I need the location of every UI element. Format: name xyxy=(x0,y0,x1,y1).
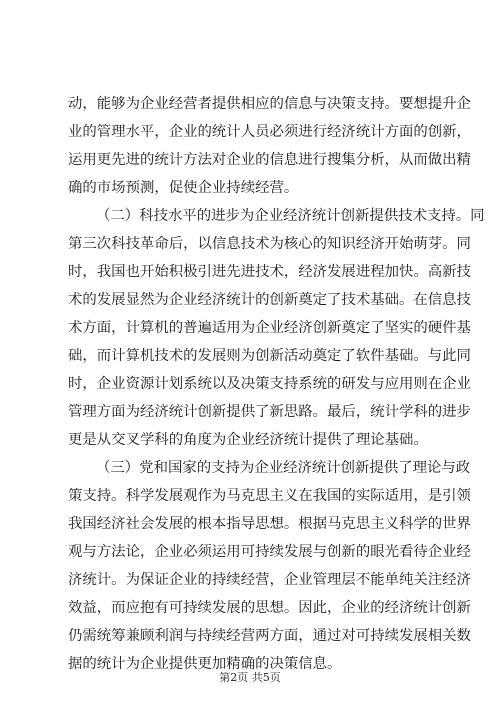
text-line: 础，而计算机技术的发展则为创新活动奠定了软件基础。与此同 xyxy=(68,348,471,364)
text-line: 管理方面为经济统计创新提供了新思路。最后，统计学科的进步 xyxy=(68,404,471,420)
text-line: 时，企业资源计划系统以及决策支持系统的研发与应用则在企业 xyxy=(68,376,471,392)
text-line: 据的统计为企业提供更加精确的决策信息。 xyxy=(68,656,342,672)
text-line: 我国经济社会发展的根本指导思想。根据马克思主义科学的世界 xyxy=(68,516,471,532)
section-heading-line: （三）党和国家的支持为企业经济统计创新提供了理论与政 xyxy=(96,460,471,476)
text-line: 确的市场预测，促使企业持续经营。 xyxy=(68,180,299,196)
text-line: 时，我国也开始积极引进先进技术，经济发展进程加快。高新技 xyxy=(68,264,471,280)
text-line: 仍需统筹兼顾利润与持续经营两方面，通过对可持续发展相关数 xyxy=(68,628,471,644)
text-line: 更是从交叉学科的角度为企业经济统计提供了理论基础。 xyxy=(68,432,428,448)
body-text xyxy=(68,90,485,678)
text-line: 策支持。科学发展观作为马克思主义在我国的实际适用，是引领 xyxy=(68,488,471,504)
page-number-footer: 第2页 共5页 xyxy=(219,671,281,684)
text-line: 业的管理水平，企业的统计人员必须进行经济统计方面的创新， xyxy=(68,124,471,140)
text-line: 动，能够为企业经营者提供相应的信息与决策支持。要想提升企 xyxy=(68,96,471,112)
text-line: 运用更先进的统计方法对企业的信息进行搜集分析，从而做出精 xyxy=(68,152,471,168)
text-line: 术的发展显然为企业经济统计的创新奠定了技术基础。在信息技 xyxy=(68,292,471,308)
section-heading-line: （二）科技水平的进步为企业经济统计创新提供技术支持。同 xyxy=(96,208,485,224)
text-line: 观与方法论，企业必须运用可持续发展与创新的眼光看待企业经 xyxy=(68,544,471,560)
text-line: 术方面，计算机的普遍适用为企业经济创新奠定了坚实的硬件基 xyxy=(68,320,471,336)
text-line: 效益，而应抱有可持续发展的思想。因此，企业的经济统计创新 xyxy=(68,600,471,616)
text-line: 济统计。为保证企业的持续经营，企业管理层不能单纯关注经济 xyxy=(68,572,471,588)
text-line: 第三次科技革命后，以信息技术为核心的知识经济开始萌芽。同 xyxy=(68,236,471,252)
